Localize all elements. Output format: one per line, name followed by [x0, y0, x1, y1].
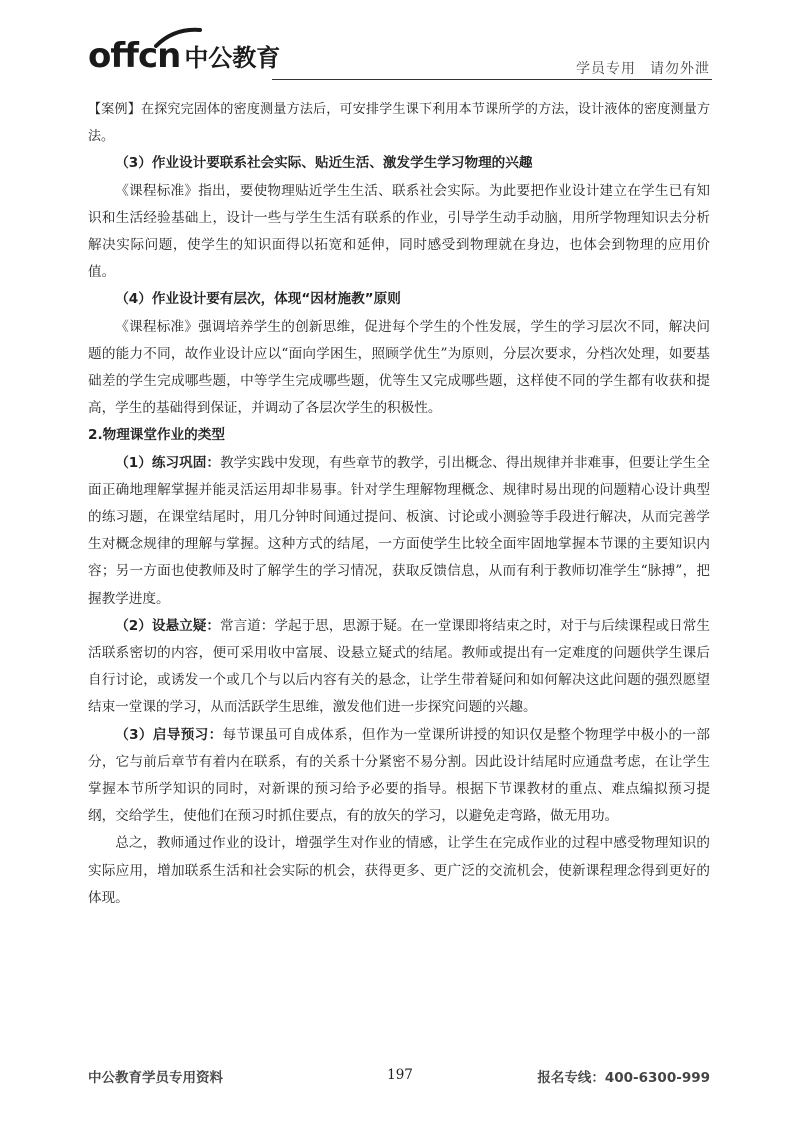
header-tag — [576, 58, 710, 78]
logo-chinese-text: 中公教育 — [184, 44, 281, 72]
item-1-text: 教学实践中发现，有些章节的教学，引出概念、得出规律并非难事，但要让学生全面正确地理解掌握并能灵活运用却非易事。针对学生理解物理概念、规律时易出现的问题精心设计典型的练习题，在课堂结尾时，用几分钟时间通过提问、板演、讨论或小测验等手段进行解决，从而完善学生对概念规律的理解与掌握。这种方式的结尾，一方面使学生比较全面牢固地掌握本节课的主要知识内容；另一方面也使教师及时了解学生的学习情况，获取反馈信息，从而有利于教师切准学生“脉搏”，把握教学进度。 — [88, 454, 710, 607]
header-tag-students-only: 学员专用 — [576, 61, 636, 77]
header-tag-do-not-leak: 请勿外泄 — [650, 61, 710, 77]
footer-hotline: 报名专线：400-6300-999 — [537, 1070, 710, 1086]
offcn-logo — [88, 38, 280, 74]
page-header — [0, 0, 800, 90]
footer-material-label: 中公教育学员专用资料 — [88, 1070, 223, 1086]
logo-arc-icon — [152, 26, 204, 48]
item-2-label: （2）设悬立疑： — [115, 617, 220, 634]
item-2-text: 常言道：学起于思，思源于疑。在一堂课即将结束之时，对于与后续课程或日常生活联系密切的内容，便可采用收中富展、设悬立疑式的结尾。教师或提出有一定难度的问题供学生课后自行讨论，或诱发一个或几个与以后内容有关的悬念，让学生带着疑问和如何解决这此问题的强烈愿望结束一堂课的学习，从而活跃学生思维，激发他们进一步探究问题的兴趣。 — [88, 617, 710, 716]
paragraph-4: 《课程标准》强调培养学生的创新思维，促进每个学生的个性发展，学生的学习层次不同，解决问题的能力不同，故作业设计应以“面向学困生，照顾学优生”为原则，分层次要求，分档次处理，如要基础差的学生完成哪些题，中等学生完成哪些题，优等生又完成哪些题，这样使不同的学生都有收获和提高，学生的基础得到保证，并调动了各层次学生的积极性。 — [88, 318, 710, 417]
document-body — [88, 96, 710, 912]
summary-paragraph: 总之，教师通过作业的设计，增强学生对作业的情感，让学生在完成作业的过程中感受物理知识的实际应用，增加联系生活和社会实际的机会，获得更多、更广泛的交流机会，使新课程理念得到更好的体现。 — [88, 835, 710, 906]
page-number: 197 — [387, 1067, 413, 1083]
item-1-paragraph — [88, 450, 710, 613]
item-3-paragraph — [88, 722, 710, 831]
section-heading-2: 2.物理课堂作业的类型 — [88, 427, 225, 444]
header-divider — [272, 79, 712, 80]
case-paragraph: 【案例】在探究完固体的密度测量方法后，可安排学生课下利用本节课所学的方法，设计液体的密度测量方法。 — [88, 102, 710, 145]
item-3-text: 每节课虽可自成体系，但作为一堂课所讲授的知识仅是整个物理学中极小的一部分，它与前后章节有着内在联系，有的关系十分紧密不易分割。因此设计结尾时应通盘考虑，在让学生掌握本节所学知识的同时，对新课的预习给予必要的指导。根据下节课教材的重点、难点编拟预习提纲，交给学生，使他们在预习时抓住要点，有的放矢的学习，以避免走弯路，做无用功。 — [88, 726, 710, 825]
heading-3: （3）作业设计要联系社会实际、贴近生活、激发学生学习物理的兴趣 — [115, 155, 533, 172]
logo-text: offcn — [88, 36, 181, 76]
item-2-paragraph — [88, 613, 710, 722]
paragraph-3: 《课程标准》指出，要使物理贴近学生生活、联系社会实际。为此要把作业设计建立在学生已有知识和生活经验基础上，设计一些与学生生活有联系的作业，引导学生动手动脑，用所学物理知识去分析解决实际问题，使学生的知识面得以拓宽和延伸，同时感受到物理就在身边，也体会到物理的应用价值。 — [88, 182, 710, 281]
heading-4: （4）作业设计要有层次，体现“因材施教”原则 — [115, 291, 401, 308]
item-1-label: （1）练习巩固： — [115, 454, 220, 471]
item-3-label: （3）启导预习： — [115, 726, 223, 743]
